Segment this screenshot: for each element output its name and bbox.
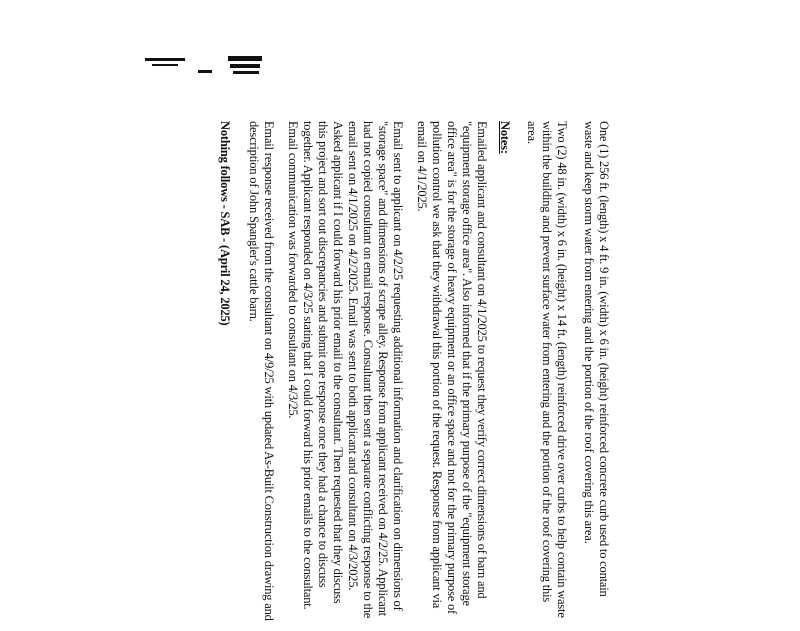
document-body bbox=[31, 111, 611, 631]
paragraph: One (1) 256 ft. (length) x 4 ft. 9 in. (width) x 6 in. (height) reinforced concrete curb used to contain waste and keep storm water from entering and the portion of the roof covering this area. bbox=[582, 121, 611, 597]
redaction-mark bbox=[228, 56, 262, 61]
footer-line: Nothing follows - SAB - (April 24, 2025) bbox=[218, 121, 232, 326]
notes-heading: Notes: bbox=[498, 121, 512, 154]
note-paragraph: Email sent to applicant on 4/2/25 requesting additional information and clarification on dimensions of "storage space" and dimensions of scrape alley. Response from applicant received on 4/2/25. Applicant had not copied consultant on email response. Consultant then sent a separate conflicting response to the email sent on 4/1/2025 on 4/2/2025. Email was sent to both applicant and consultant on 4/3/2025. Asked applicant if I could forward his prior email to the consultant. Then requested that they discuss this project and sort out discrepancies and submit one response once they had a chance to discuss together. Applicant responded on 4/3/25 stating that I could forward his prior emails to the consultant. Email communication was forwarded to consultant on 4/3/25. bbox=[286, 121, 405, 619]
note-paragraph: Email response received from the consultant on 4/9/25 with updated As-Built Construction drawing and description of John Spangler's cattle barn. bbox=[247, 121, 276, 621]
paragraph: Two (2) 48 in. (width) x 6 in. (height) x 14 ft. (length) reinforced drive over curbs to help contain waste within the building and prevent surface water from entering and the portion of the roof covering this area. bbox=[525, 121, 569, 618]
redaction-mark bbox=[152, 64, 178, 66]
note-paragraph: Emailed applicant and consultant on 4/1/2025 to request they verify correct dimensions of barn and "equipment storage office area". Also informed that if the primary purpose of the "equipment storage office area" is for the storage of heavy equipment or an office space and not for the primary purpose of pollution control we ask that they withdrawal this portion of the request. Response from applicant via email on 4/1/2025. bbox=[415, 121, 489, 615]
redaction-mark bbox=[233, 71, 259, 74]
redaction-mark bbox=[230, 64, 260, 68]
redaction-mark bbox=[145, 58, 185, 61]
redaction-mark bbox=[198, 70, 212, 73]
